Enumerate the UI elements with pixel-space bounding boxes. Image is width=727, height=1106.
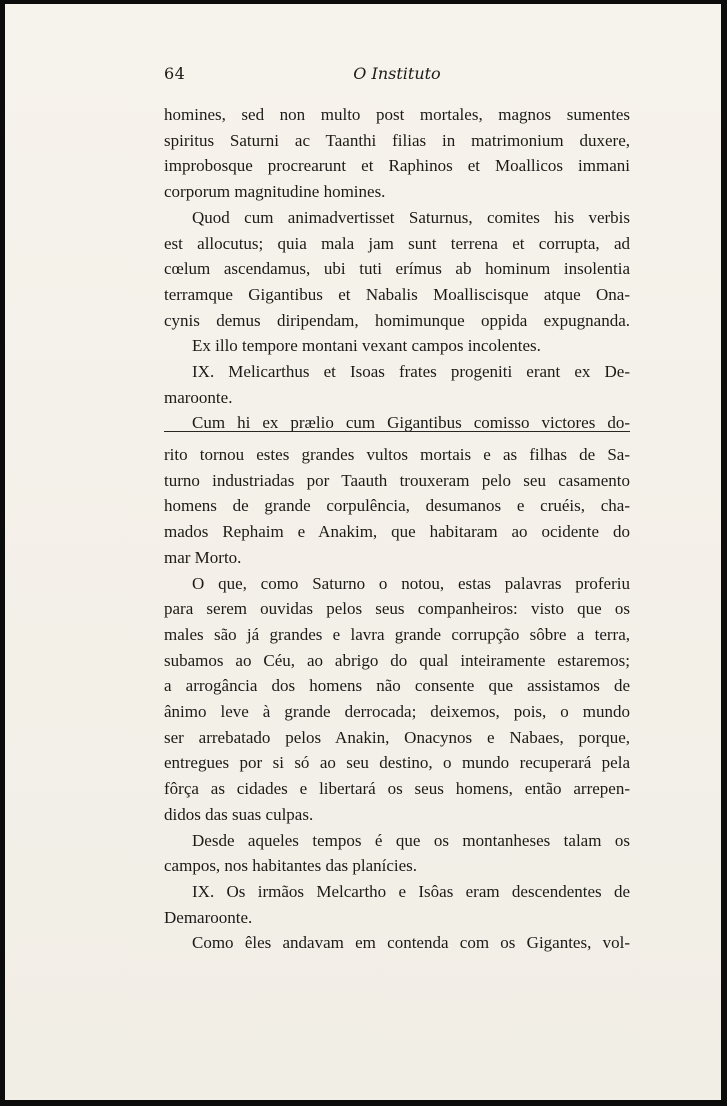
text-line: mar Morto. <box>164 547 242 567</box>
text-line: Desde aqueles tempos é que os montanheses talam os <box>192 830 630 850</box>
text-line: ânimo leve à grande derrocada; deixemos, pois, o mundo <box>164 702 630 722</box>
text-line: homens de grande corpulência, desumanos e cruéis, cha- <box>164 496 630 516</box>
text-line: cynis demus diripendam, homimunque oppida expugnanda. <box>164 310 630 330</box>
text-line: Quod cum animadvertisset Saturnus, comites his verbis <box>192 207 630 227</box>
text-line: maroonte. <box>164 387 233 407</box>
text-line: para serem ouvidas pelos seus companheiros: visto que os <box>164 599 630 619</box>
text-line: didos das suas culpas. <box>164 804 314 824</box>
page-header <box>164 64 630 88</box>
text-line: cœlum ascendamus, ubi tuti erímus ab hominum insolentia <box>164 259 630 279</box>
text-line: males são já grandes e lavra grande corrupção sôbre a terra, <box>164 624 630 644</box>
text-line: spiritus Saturni ac Taanthi filias in matrimonium duxere, <box>164 130 630 150</box>
text-line: Como êles andavam em contenda com os Gigantes, vol- <box>192 933 630 953</box>
text-line: improbosque procrearunt et Raphinos et Moallicos immani <box>164 156 630 176</box>
text-line: Demaroonte. <box>164 907 253 927</box>
text-line: est allocutus; quia mala jam sunt terrena et corrupta, ad <box>164 233 630 253</box>
running-title: O Instituto <box>353 64 441 83</box>
latin-text-block <box>164 102 630 436</box>
text-line: mados Rephaim e Anakim, que habitaram ao ocidente do <box>164 522 630 542</box>
text-line: O que, como Saturno o notou, estas palavras proferiu <box>192 573 630 593</box>
page-number: 64 <box>164 64 186 83</box>
text-line: fôrça as cidades e libertará os seus homens, então arrepen- <box>164 779 630 799</box>
text-line: entregues por si só ao seu destino, o mundo recuperará pela <box>164 753 630 773</box>
text-line: terramque Gigantibus et Nabalis Moalliscisque atque Ona- <box>164 284 630 304</box>
text-line: ser arrebatado pelos Anakin, Onacynos e Nabaes, porque, <box>164 727 630 747</box>
text-line: a arrogância dos homens não consente que assistamos de <box>164 676 630 696</box>
text-line: turno industriadas por Taauth trouxeram pelo seu casamento <box>164 470 630 490</box>
text-line: subamos ao Céu, ao abrigo do qual inteiramente estaremos; <box>164 650 630 670</box>
text-line: IX. Melicarthus et Isoas frates progeniti erant ex De- <box>192 362 630 382</box>
text-line: Cum hi ex prælio cum Gigantibus comisso victores do- <box>192 413 630 433</box>
text-line: Ex illo tempore montani vexant campos incolentes. <box>192 336 541 356</box>
text-line: campos, nos habitantes das planícies. <box>164 856 418 876</box>
text-line: IX. Os irmãos Melcartho e Isôas eram descendentes de <box>192 881 630 901</box>
text-line: rito tornou estes grandes vultos mortais e as filhas de Sa- <box>164 445 630 464</box>
text-line: homines, sed non multo post mortales, magnos sumentes <box>164 105 630 124</box>
text-line: corporum magnitudine homines. <box>164 182 386 202</box>
portuguese-text-block <box>164 442 630 956</box>
section-divider <box>164 431 630 432</box>
